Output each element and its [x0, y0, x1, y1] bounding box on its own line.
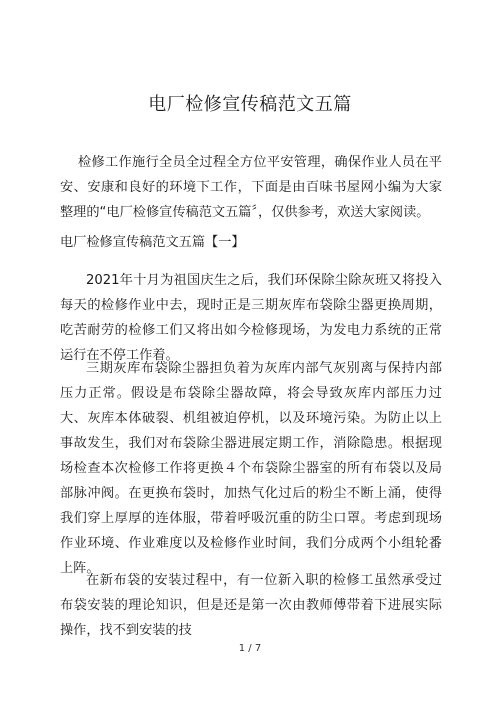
body-paragraph-2: 三期灰库布袋除尘器担负着为灰库内部气灰别离与保持内部压力正常。假设是布袋除尘器故障，将会导致灰库内部压力过大、灰库本体破裂、机组被迫停机，以及环境污染。为防止以上事故发生，我们对布袋除尘器进展定期工作，消除隐患。根据现场检查本次检修工作将更换４个布袋除尘器室的所有布袋以及局部脉冲阀。在更换布袋时，加热气化过后的粉尘不断上涌，使得我们穿上厚厚的连体服，带着呼吸沉重的防尘口罩。考虑到现场作业环境、作业难度以及检修作业时间，我们分成两个小组轮番上阵。	[60, 361, 442, 576]
body-paragraph-1: 2021年十月为祖国庆生之后，我们环保除尘除灰班又将投入每天的检修作业中去，现时正是三期灰库布袋除尘器更换周期，吃苦耐劳的检修工们又将出如今检修现场，为发电力系统的正常运行在不停工作着。	[60, 273, 442, 363]
intro-paragraph: 检修工作施行全员全过程全方位平安管理，确保作业人员在平安、安康和良好的环境下工作，下面是由百味书屋网小编为大家整理的“电厂检修宣传稿范文五篇〞，仅供参考，欢送大家阅读。	[60, 155, 442, 220]
document-title: 电厂检修宣传稿范文五篇	[148, 94, 352, 115]
section-heading: 电厂检修宣传稿范文五篇【一】	[60, 235, 245, 250]
body-paragraph-3: 在新布袋的安装过程中，有一位新入职的检修工虽然承受过布袋安装的理论知识，但是还是第一次由教师傅带着下进展实际操作，找不到安装的技	[60, 573, 442, 638]
page-indicator: 1 / 7	[238, 643, 262, 654]
